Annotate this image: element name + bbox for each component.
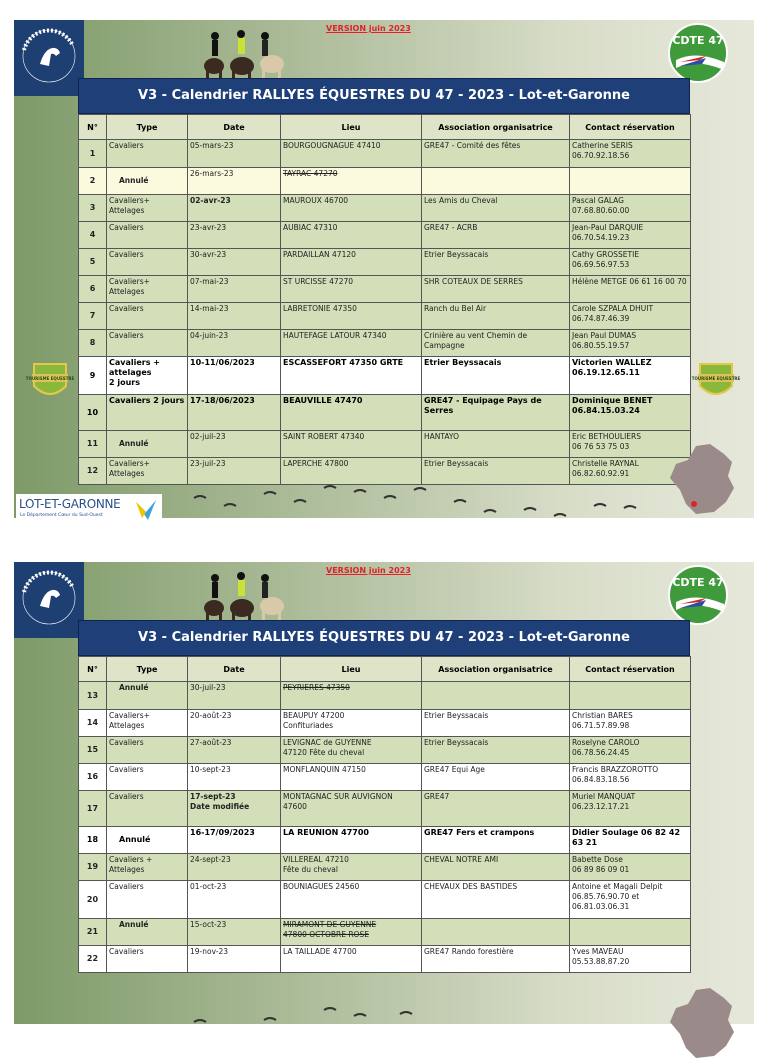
cell-lieu: MONFLANQUIN 47150 — [281, 764, 422, 791]
calendar-page-1 — [14, 20, 754, 518]
header-type: Type — [107, 657, 188, 682]
header-contact: Contact réservation — [570, 657, 691, 682]
page-title: V3 - Calendrier RALLYES ÉQUESTRES DU 47 - 2023 - Lot-et-Garonne — [78, 620, 690, 656]
cell-type: Cavaliers — [107, 140, 188, 168]
rallyes-logo — [14, 562, 84, 638]
cell-asso: GRE47 Fers et crampons — [422, 827, 570, 854]
cell-type: Cavaliers — [107, 303, 188, 330]
table-row — [79, 303, 691, 330]
cell-contact: Muriel MANQUAT 06.23.12.17.21 — [570, 791, 691, 827]
cell-date: 30-avr-23 — [188, 249, 281, 276]
cell-date: 10-sept-23 — [188, 764, 281, 791]
cell-type: Cavaliers+ Attelages — [107, 710, 188, 737]
france-map — [666, 442, 740, 520]
cell-lieu: PARDAILLAN 47120 — [281, 249, 422, 276]
table-row — [79, 395, 691, 431]
france-map — [666, 986, 740, 1064]
cell-lieu: BOUNIAGUES 24560 — [281, 881, 422, 919]
cell-num: 19 — [79, 854, 107, 881]
tourisme-badge-left — [25, 360, 75, 404]
lot-logo-title: LOT-ET-GARONNE — [19, 497, 121, 511]
table-row — [79, 791, 691, 827]
cell-asso: GRE47 - Comité des fêtes — [422, 140, 570, 168]
table-row — [79, 276, 691, 303]
cell-asso: GRE47 — [422, 791, 570, 827]
cdte-text: CDTE 47 — [672, 576, 724, 589]
cell-num: 2 — [79, 168, 107, 195]
cell-contact — [570, 919, 691, 946]
cell-lieu: ST URCISSE 47270 — [281, 276, 422, 303]
cell-lieu: LA TAILLADE 47700 — [281, 946, 422, 973]
header-asso: Association organisatrice — [422, 115, 570, 140]
cell-contact: Didier Soulage 06 82 42 63 21 — [570, 827, 691, 854]
cell-date: 01-oct-23 — [188, 881, 281, 919]
cell-date: 30-juil-23 — [188, 682, 281, 710]
cell-num: 10 — [79, 395, 107, 431]
cell-contact: Antoine et Magali Delpit 06.85.76.90.70 et 06.81.03.06.31 — [570, 881, 691, 919]
cell-asso: Etrier Beyssacais — [422, 357, 570, 395]
table-row — [79, 330, 691, 357]
cell-contact: Francis BRAZZOROTTO 06.84.83.18.56 — [570, 764, 691, 791]
cell-lieu: MONTAGNAC SUR AUVIGNON 47600 — [281, 791, 422, 827]
cell-lieu: AUBIAC 47310 — [281, 222, 422, 249]
cell-date: 24-sept-23 — [188, 854, 281, 881]
cell-contact: Cathy GROSSETIE 06.69.56.97.53 — [570, 249, 691, 276]
cell-contact: Christelle RAYNAL 06.82.60.92.91 — [570, 458, 691, 485]
cell-date: 04-juin-23 — [188, 330, 281, 357]
cell-contact: Catherine SERIS 06.70.92.18.56 — [570, 140, 691, 168]
cdte-logo — [666, 22, 730, 84]
cell-contact: Dominique BENET 06.84.15.03.24 — [570, 395, 691, 431]
cell-lieu: SAINT ROBERT 47340 — [281, 431, 422, 458]
cell-num: 5 — [79, 249, 107, 276]
cell-asso: Crinière au vent Chemin de Campagne — [422, 330, 570, 357]
cell-date: 23-avr-23 — [188, 222, 281, 249]
cell-asso: Etrier Beyssacais — [422, 249, 570, 276]
table-row — [79, 854, 691, 881]
cell-num: 21 — [79, 919, 107, 946]
header-date: Date — [188, 657, 281, 682]
table-row — [79, 249, 691, 276]
table-row — [79, 195, 691, 222]
cell-lieu: BEAUVILLE 47470 — [281, 395, 422, 431]
cell-contact: Jean Paul DUMAS 06.80.55.19.57 — [570, 330, 691, 357]
table-row — [79, 919, 691, 946]
cell-lieu: LA REUNION 47700 — [281, 827, 422, 854]
cell-date: 14-mai-23 — [188, 303, 281, 330]
cell-asso: GRE47 - Equipage Pays de Serres — [422, 395, 570, 431]
cell-lieu: VILLEREAL 47210 Fête du cheval — [281, 854, 422, 881]
cell-num: 11 — [79, 431, 107, 458]
cell-num: 20 — [79, 881, 107, 919]
table-row — [79, 458, 691, 485]
cell-contact: Roselyne CAROLO 06.78.56.24.45 — [570, 737, 691, 764]
cell-lieu: LAPERCHE 47800 — [281, 458, 422, 485]
header-contact: Contact réservation — [570, 115, 691, 140]
cell-date: 05-mars-23 — [188, 140, 281, 168]
cell-date: 27-août-23 — [188, 737, 281, 764]
cell-num: 18 — [79, 827, 107, 854]
cell-asso: Etrier Beyssacais — [422, 737, 570, 764]
cell-date: 17-sept-23 Date modifiée — [188, 791, 281, 827]
cell-asso — [422, 168, 570, 195]
cell-asso: SHR COTEAUX DE SERRES — [422, 276, 570, 303]
cell-num: 22 — [79, 946, 107, 973]
cell-num: 12 — [79, 458, 107, 485]
header-type: Type — [107, 115, 188, 140]
table-row — [79, 222, 691, 249]
table-row — [79, 946, 691, 973]
cell-date: 07-mai-23 — [188, 276, 281, 303]
cell-date: 19-nov-23 — [188, 946, 281, 973]
cell-type: Cavaliers+ Attelages — [107, 276, 188, 303]
cell-contact: Yves MAVEAU 05.53.88.87.20 — [570, 946, 691, 973]
cell-num: 16 — [79, 764, 107, 791]
cell-type: Cavaliers — [107, 791, 188, 827]
cell-asso: CHEVAUX DES BASTIDES — [422, 881, 570, 919]
cell-contact — [570, 168, 691, 195]
cell-lieu: BOURGOUGNAGUE 47410 — [281, 140, 422, 168]
cell-asso: CHEVAL NOTRE AMI — [422, 854, 570, 881]
cell-contact: Carole SZPALA DHUIT 06.74.87.46.39 — [570, 303, 691, 330]
cell-lieu: BEAUPUY 47200 Confituriades — [281, 710, 422, 737]
badge-text: TOURISME EQUESTRE — [25, 376, 75, 381]
lot-et-garonne-logo — [16, 494, 162, 526]
table-row — [79, 431, 691, 458]
cell-type: Annulé — [107, 682, 188, 710]
cell-asso: GRE47 Rando forestière — [422, 946, 570, 973]
tourisme-badge-right — [691, 360, 741, 404]
rallyes-logo — [14, 20, 84, 96]
cell-num: 9 — [79, 357, 107, 395]
header-lieu: Lieu — [281, 657, 422, 682]
table-row — [79, 682, 691, 710]
cell-date: 23-juil-23 — [188, 458, 281, 485]
cell-type: Cavaliers — [107, 330, 188, 357]
cell-type: Cavaliers 2 jours — [107, 395, 188, 431]
table-row — [79, 881, 691, 919]
cell-contact: Jean-Paul DARQUIE 06.70.54.19.23 — [570, 222, 691, 249]
lot-logo-subtitle: Le Département Cœur du Sud-Ouest — [20, 513, 103, 518]
cell-num: 3 — [79, 195, 107, 222]
cell-contact: Hélène METGE 06 61 16 00 70 — [570, 276, 691, 303]
cell-lieu: PEYRIERES 47350 — [281, 682, 422, 710]
table-row — [79, 764, 691, 791]
cell-date: 15-oct-23 — [188, 919, 281, 946]
cell-date: 26-mars-23 — [188, 168, 281, 195]
cell-type: Annulé — [107, 431, 188, 458]
table-row — [79, 710, 691, 737]
header-lieu: Lieu — [281, 115, 422, 140]
cell-date: 17-18/06/2023 — [188, 395, 281, 431]
cell-date: 02-avr-23 — [188, 195, 281, 222]
cell-num: 1 — [79, 140, 107, 168]
table-row — [79, 827, 691, 854]
badge-text: TOURISME EQUESTRE — [691, 376, 741, 381]
cell-date: 20-août-23 — [188, 710, 281, 737]
cell-contact: Christian BARES 06.71.57.89.98 — [570, 710, 691, 737]
cell-type: Annulé — [107, 919, 188, 946]
hoofprints-decoration — [184, 482, 664, 518]
cdte-text: CDTE 47 — [672, 34, 724, 47]
table-row — [79, 168, 691, 195]
cell-lieu: MIRAMONT DE GUYENNE 47800 OCTOBRE ROSE — [281, 919, 422, 946]
cell-num: 13 — [79, 682, 107, 710]
cell-type: Cavaliers — [107, 946, 188, 973]
cell-type: Cavaliers — [107, 222, 188, 249]
cell-lieu: MAUROUX 46700 — [281, 195, 422, 222]
lot-logo-mark-icon — [134, 498, 158, 522]
cell-lieu: ESCASSEFORT 47350 GRTE — [281, 357, 422, 395]
cell-type: Cavaliers+ Attelages — [107, 195, 188, 222]
page-title: V3 - Calendrier RALLYES ÉQUESTRES DU 47 - 2023 - Lot-et-Garonne — [78, 78, 690, 114]
cell-date: 10-11/06/2023 — [188, 357, 281, 395]
cell-asso: HANTAYO — [422, 431, 570, 458]
cell-date: 16-17/09/2023 — [188, 827, 281, 854]
cell-contact: Victorien WALLEZ 06.19.12.65.11 — [570, 357, 691, 395]
calendar-table — [78, 114, 691, 485]
cell-lieu: LABRETONIE 47350 — [281, 303, 422, 330]
header-asso: Association organisatrice — [422, 657, 570, 682]
cell-type: Cavaliers — [107, 249, 188, 276]
hoofprints-decoration — [184, 1000, 444, 1024]
cell-type: Cavaliers + attelages 2 jours — [107, 357, 188, 395]
cell-asso: Etrier Beyssacais — [422, 710, 570, 737]
header-num: N° — [79, 657, 107, 682]
cell-asso — [422, 919, 570, 946]
cell-contact: Pascal GALAG 07.68.80.60.00 — [570, 195, 691, 222]
cell-num: 7 — [79, 303, 107, 330]
header-num: N° — [79, 115, 107, 140]
table-row — [79, 357, 691, 395]
cell-num: 14 — [79, 710, 107, 737]
cell-date: 02-juil-23 — [188, 431, 281, 458]
cell-asso: Les Amis du Cheval — [422, 195, 570, 222]
cell-lieu: LEVIGNAC de GUYENNE 47120 Fête du cheval — [281, 737, 422, 764]
version-label: VERSION juin 2023 — [326, 566, 411, 575]
cell-asso: Etrier Beyssacais — [422, 458, 570, 485]
cell-num: 15 — [79, 737, 107, 764]
cell-type: Cavaliers + Attelages — [107, 854, 188, 881]
cell-type: Cavaliers+ Attelages — [107, 458, 188, 485]
cell-type: Annulé — [107, 168, 188, 195]
cell-contact — [570, 682, 691, 710]
cell-asso: Ranch du Bel Air — [422, 303, 570, 330]
cell-num: 8 — [79, 330, 107, 357]
cell-asso — [422, 682, 570, 710]
cell-num: 4 — [79, 222, 107, 249]
cell-type: Cavaliers — [107, 881, 188, 919]
cell-contact: Babette Dose 06 89 86 09 01 — [570, 854, 691, 881]
cell-contact: Eric BETHOULIERS 06 76 53 75 03 — [570, 431, 691, 458]
cell-lieu: TAYRAC 47270 — [281, 168, 422, 195]
cell-asso: GRE47 - ACRB — [422, 222, 570, 249]
cell-num: 17 — [79, 791, 107, 827]
cell-lieu: HAUTEFAGE LATOUR 47340 — [281, 330, 422, 357]
table-row — [79, 140, 691, 168]
version-label: VERSION juin 2023 — [326, 24, 411, 33]
cell-type: Cavaliers — [107, 737, 188, 764]
cell-asso: GRE47 Equi Age — [422, 764, 570, 791]
table-row — [79, 737, 691, 764]
calendar-table — [78, 656, 691, 973]
calendar-page-2 — [14, 562, 754, 1024]
cell-num: 6 — [79, 276, 107, 303]
cell-type: Cavaliers — [107, 764, 188, 791]
cell-type: Annulé — [107, 827, 188, 854]
cdte-logo — [666, 564, 730, 626]
header-date: Date — [188, 115, 281, 140]
